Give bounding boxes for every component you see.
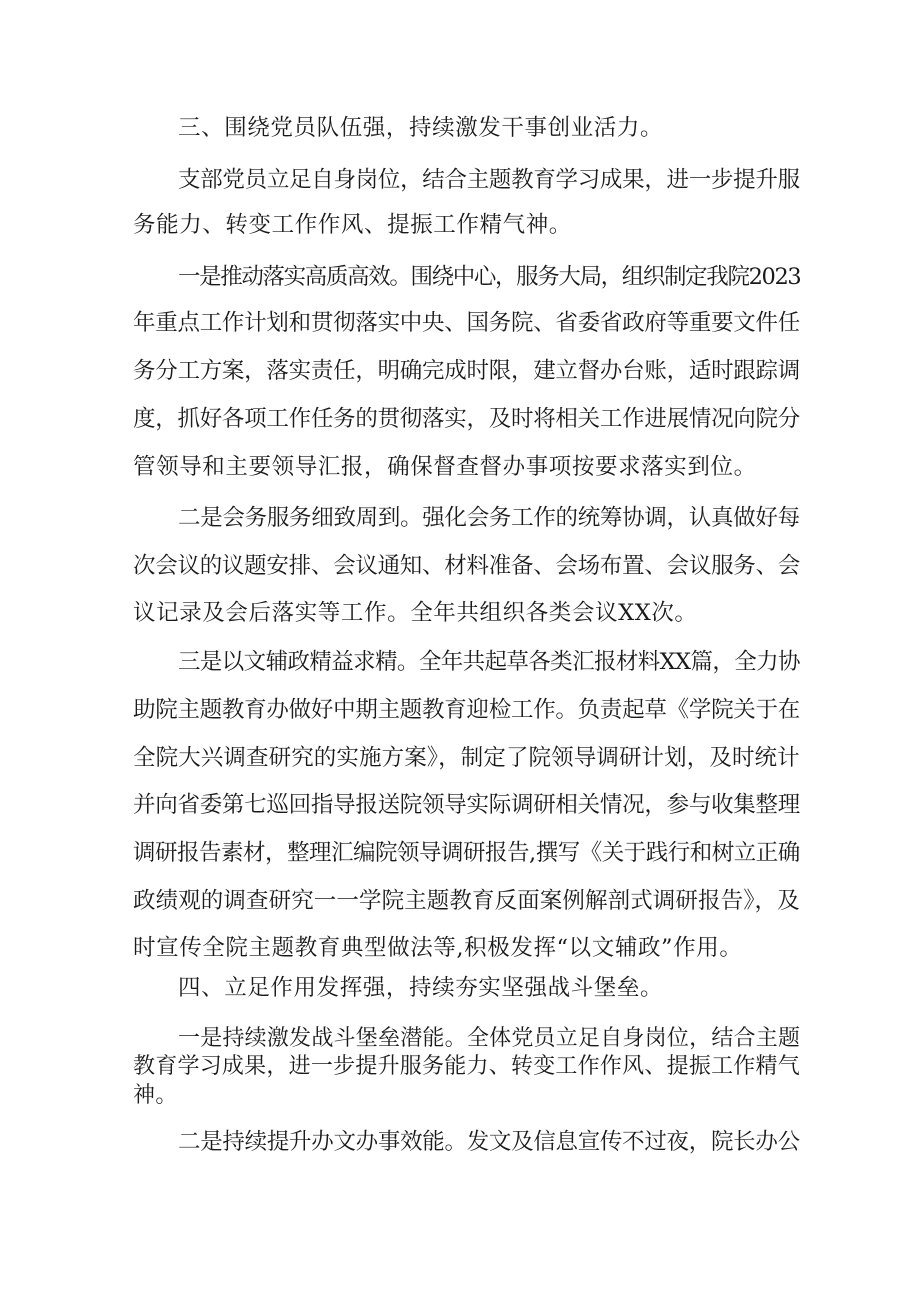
paragraph-line: 助院主题教育办做好中期主题教育迎检工作。负责起草《学院关于在 [133, 697, 801, 723]
paragraph-line: 次会议的议题安排、会议通知、材料准备、会场布置、会议服务、会 [133, 553, 801, 579]
paragraph-line: 度，抓好各项工作任务的贯彻落实，及时将相关工作进展情况向院分 [133, 406, 801, 432]
paragraph-line: 三是以文辅政精益求精。全年共起草各类汇报材料XX篇，全力协 [178, 649, 800, 675]
paragraph-line: 政绩观的调查研究一一学院主题教育反面案例解剖式调研报告》，及 [133, 888, 800, 914]
paragraph-line: 支部党员立足自身岗位，结合主题教育学习成果，进一步提升服 [178, 167, 800, 193]
paragraph-line: 神。 [133, 1083, 178, 1108]
paragraph-line: 并向省委第七巡回指导报送院领导实际调研相关情况，参与收集整理 [133, 792, 801, 818]
paragraph-line: 管领导和主要领导汇报，确保督查督办事项按要求落实到位。 [133, 454, 757, 480]
paragraph-line: 年重点工作计划和贯彻落实中央、国务院、省委省政府等重要文件任 [133, 310, 801, 336]
paragraph-line: 调研报告素材，整理汇编院领导调研报告,撰写《关于践行和树立正确 [133, 840, 800, 866]
paragraph-line: 时宣传全院主题教育典型做法等,积极发挥“以文辅政”作用。 [133, 935, 743, 961]
paragraph-line: 教育学习成果，进一步提升服务能力、转变工作作风、提振工作精气 [133, 1054, 801, 1079]
section-heading-4: 四、立足作用发挥强，持续夯实坚强战斗堡垒。 [178, 975, 664, 1001]
paragraph-line: 务能力、转变工作作风、提振工作精气神。 [133, 212, 572, 238]
paragraph-line: 全院大兴调查研究的实施方案》，制定了院领导调研计划，及时统计 [133, 745, 800, 771]
paragraph-line: 二是会务服务细致周到。强化会务工作的统筹协调，认真做好每 [178, 505, 800, 531]
section-heading-3: 三、围绕党员队伍强，持续激发干事创业活力。 [178, 115, 664, 141]
paragraph-line: 二是持续提升办文办事效能。发文及信息宣传不过夜，院长办公 [178, 1129, 800, 1155]
paragraph-line: 议记录及会后落实等工作。全年共组织各类会议XX次。 [133, 600, 698, 626]
paragraph-line: 一是推动落实高质高效。围绕中心，服务大局，组织制定我院2023 [178, 264, 801, 290]
paragraph-line: 务分工方案，落实责任，明确完成时限，建立督办台账，适时跟踪调 [133, 358, 801, 384]
paragraph-line: 一是持续激发战斗堡垒潜能。全体党员立足自身岗位，结合主题 [178, 1026, 801, 1051]
